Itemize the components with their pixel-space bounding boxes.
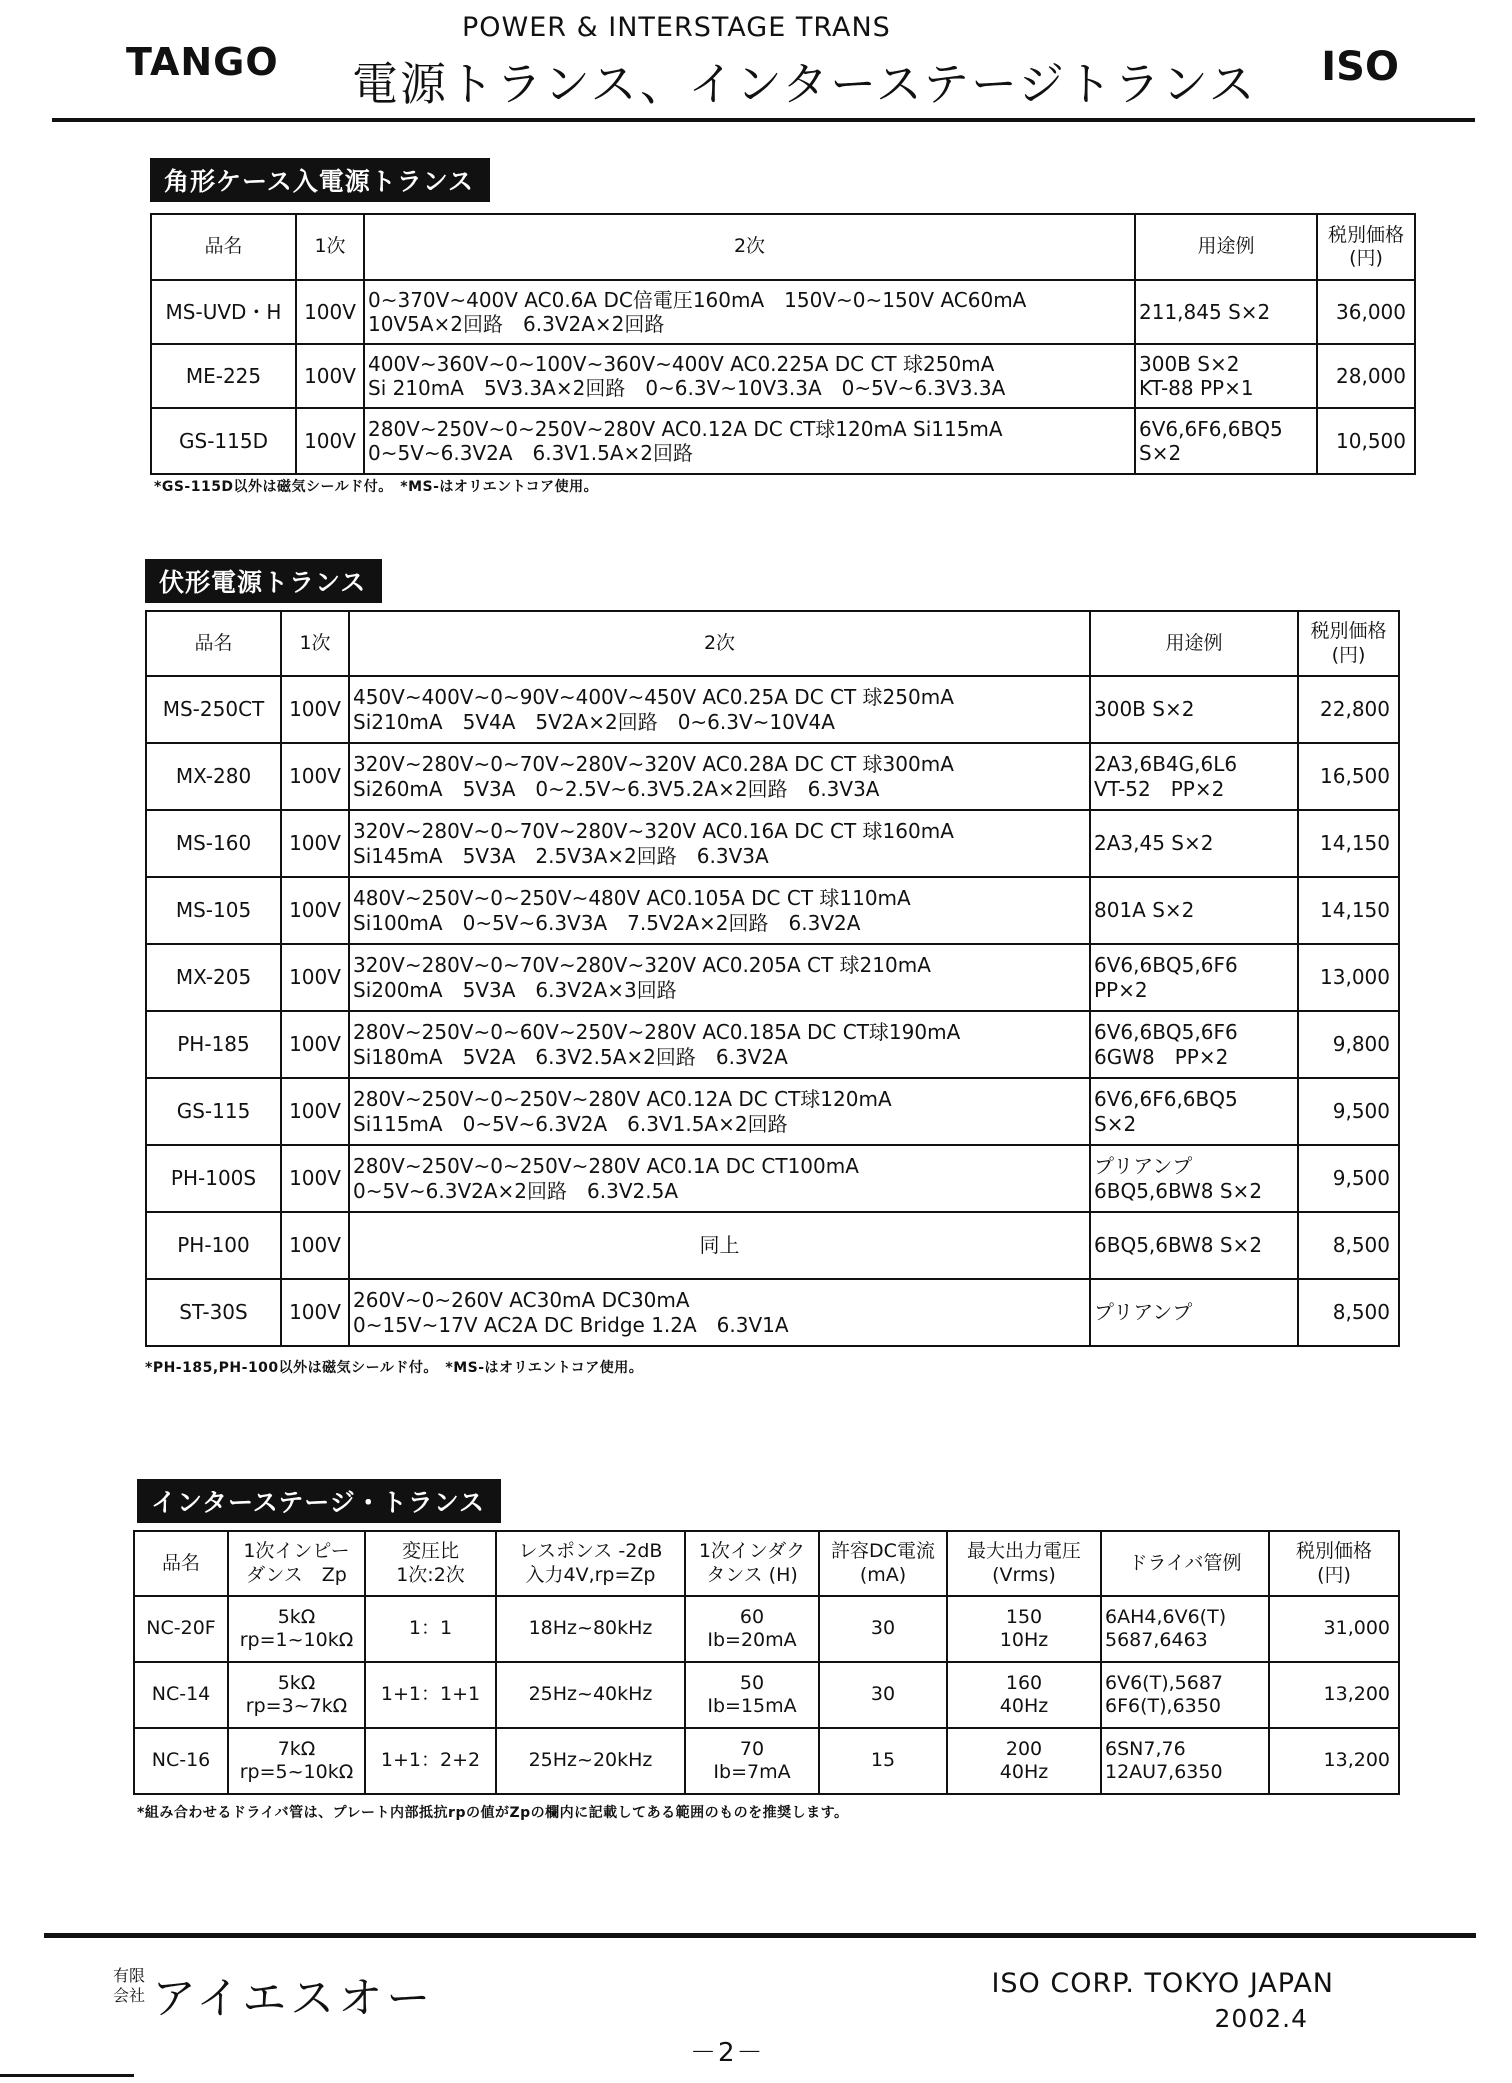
primary-cell: 100V — [296, 344, 364, 408]
model-cell: NC-14 — [134, 1662, 228, 1728]
table-row — [146, 944, 1399, 1011]
price-cell: 13,200 — [1269, 1728, 1399, 1794]
col-header-impedance: 1次インピー ダンス Zp — [228, 1531, 365, 1596]
col-header-model: 品名 — [146, 611, 281, 676]
price-cell: 14,150 — [1298, 877, 1399, 944]
use-cell — [1135, 408, 1317, 474]
secondary-line: 320V~280V~0~70V~280V~320V AC0.28A DC CT 球300mA — [353, 752, 954, 777]
secondary-cell — [349, 1011, 1090, 1078]
secondary-line: Si210mA 5V4A 5V2A×2回路 0~6.3V~10V4A — [353, 709, 835, 734]
issue-date: 2002.4 — [1214, 2004, 1308, 2033]
price-cell: 9,800 — [1298, 1011, 1399, 1078]
model-cell: PH-185 — [146, 1011, 281, 1078]
flat-power-table — [145, 610, 1400, 1347]
max-voltage-freq: 40Hz — [999, 1695, 1049, 1717]
price-cell: 9,500 — [1298, 1145, 1399, 1212]
use-line: S×2 — [1094, 1111, 1137, 1136]
secondary-cell — [349, 877, 1090, 944]
model-cell: MS-UVD・H — [151, 280, 296, 344]
model-cell: MS-160 — [146, 810, 281, 877]
section-note: *組み合わせるドライバ管は、プレート内部抵抗rpの値がZpの欄内に記載してある範囲のものを推奨します。 — [137, 1805, 849, 1821]
secondary-line: 280V~250V~0~250V~280V AC0.12A DC CT球120mA Si115mA — [368, 416, 1003, 441]
driver-cell — [1101, 1728, 1269, 1794]
secondary-line: 0~5V~6.3V2A×2回路 6.3V2.5A — [353, 1178, 678, 1203]
secondary-line: 280V~250V~0~250V~280V AC0.12A DC CT球120mA — [353, 1087, 892, 1112]
inductance-current: Ib=15mA — [707, 1695, 797, 1717]
table-row — [134, 1596, 1399, 1662]
table-row — [146, 1145, 1399, 1212]
model-cell: PH-100S — [146, 1145, 281, 1212]
price-cell: 28,000 — [1317, 344, 1415, 408]
primary-cell: 100V — [281, 1078, 349, 1145]
max-voltage-cell — [947, 1662, 1101, 1728]
use-cell — [1090, 1212, 1298, 1279]
col-header-price: 税別価格 (円) — [1269, 1531, 1399, 1596]
impedance-range: rp=5~10kΩ — [239, 1761, 354, 1783]
col-header-ratio: 変圧比 1次:2次 — [365, 1531, 496, 1596]
secondary-cell — [364, 280, 1135, 344]
col-header-model: 品名 — [151, 214, 296, 280]
company-type-line: 有限 — [112, 1966, 145, 1985]
model-cell: ME-225 — [151, 344, 296, 408]
response-cell: 25Hz~20kHz — [496, 1728, 685, 1794]
col-header-primary: 1次 — [296, 214, 364, 280]
scan-edge-mark — [0, 2074, 134, 2077]
table-row — [146, 877, 1399, 944]
secondary-cell — [349, 743, 1090, 810]
ratio-cell: 1+1：2+2 — [365, 1728, 496, 1794]
secondary-line: 450V~400V~0~90V~400V~450V AC0.25A DC CT 球250mA — [353, 685, 954, 710]
use-line: 6GW8 PP×2 — [1094, 1044, 1229, 1069]
driver-line: 6AH4,6V6(T) — [1105, 1605, 1227, 1628]
impedance-cell — [228, 1596, 365, 1662]
use-cell — [1090, 944, 1298, 1011]
max-voltage-value: 160 — [1005, 1671, 1043, 1694]
col-header-price: 税別価格 (円) — [1298, 611, 1399, 676]
primary-cell: 100V — [281, 810, 349, 877]
table-row — [146, 743, 1399, 810]
price-cell: 31,000 — [1269, 1596, 1399, 1662]
col-header-use: 用途例 — [1135, 214, 1317, 280]
secondary-line: Si200mA 5V3A 6.3V2A×3回路 — [353, 977, 677, 1002]
col-header-max-voltage: 最大出力電圧 (Vrms) — [947, 1531, 1101, 1596]
use-cell — [1135, 344, 1317, 408]
use-cell — [1090, 1011, 1298, 1078]
use-line: プリアンプ — [1094, 1154, 1193, 1179]
secondary-line: Si100mA 0~5V~6.3V3A 7.5V2A×2回路 6.3V2A — [353, 910, 861, 935]
secondary-line: 400V~360V~0~100V~360V~400V AC0.225A DC CT 球250mA — [368, 351, 995, 376]
secondary-cell — [349, 1279, 1090, 1346]
primary-cell: 100V — [281, 743, 349, 810]
dc-current-cell: 30 — [819, 1596, 947, 1662]
col-header-secondary: 2次 — [364, 214, 1135, 280]
secondary-cell — [349, 810, 1090, 877]
impedance-value: 5kΩ — [277, 1605, 316, 1628]
inductance-current: Ib=20mA — [707, 1629, 797, 1651]
use-line: 2A3,6B4G,6L6 — [1094, 752, 1238, 777]
secondary-line: 480V~250V~0~250V~480V AC0.105A DC CT 球110mA — [353, 886, 911, 911]
company-type-label — [112, 1966, 146, 2006]
col-header-secondary: 2次 — [349, 611, 1090, 676]
max-voltage-cell — [947, 1596, 1101, 1662]
col-header-dc-current: 許容DC電流 (mA) — [819, 1531, 947, 1596]
response-cell: 25Hz~40kHz — [496, 1662, 685, 1728]
col-header-price: 税別価格 (円) — [1317, 214, 1415, 280]
max-voltage-value: 150 — [1005, 1605, 1043, 1628]
secondary-line: 320V~280V~0~70V~280V~320V AC0.205A CT 球210mA — [353, 953, 931, 978]
primary-cell: 100V — [281, 944, 349, 1011]
driver-line: 12AU7,6350 — [1105, 1761, 1223, 1783]
secondary-cell — [364, 344, 1135, 408]
secondary-cell — [349, 676, 1090, 743]
price-cell: 8,500 — [1298, 1279, 1399, 1346]
price-cell: 14,150 — [1298, 810, 1399, 877]
use-cell — [1090, 676, 1298, 743]
company-name-english: ISO CORP. TOKYO JAPAN — [991, 1968, 1334, 1999]
price-cell: 8,500 — [1298, 1212, 1399, 1279]
dc-current-cell: 15 — [819, 1728, 947, 1794]
secondary-line: 320V~280V~0~70V~280V~320V AC0.16A DC CT 球160mA — [353, 819, 954, 844]
secondary-cell — [349, 1078, 1090, 1145]
ratio-cell: 1+1：1+1 — [365, 1662, 496, 1728]
interstage-table — [133, 1530, 1400, 1795]
max-voltage-cell — [947, 1728, 1101, 1794]
table-row — [146, 1212, 1399, 1279]
maker-logo: ISO — [1321, 44, 1399, 90]
response-cell: 18Hz~80kHz — [496, 1596, 685, 1662]
secondary-line: 0~15V~17V AC2A DC Bridge 1.2A 6.3V1A — [353, 1312, 789, 1337]
section-title-flat-power: 伏形電源トランス — [145, 559, 382, 603]
use-line: KT-88 PP×1 — [1139, 376, 1254, 400]
primary-cell: 100V — [296, 408, 364, 474]
section-note: *PH-185,PH-100以外は磁気シールド付。 *MS-はオリエントコア使用。 — [145, 1360, 644, 1376]
table-row — [134, 1728, 1399, 1794]
model-cell: NC-20F — [134, 1596, 228, 1662]
impedance-range: rp=1~10kΩ — [239, 1629, 354, 1651]
page-number: －2－ — [690, 2038, 765, 2068]
primary-cell: 100V — [281, 877, 349, 944]
secondary-cell: 同上 — [349, 1212, 1090, 1279]
table-row — [146, 1011, 1399, 1078]
secondary-cell — [349, 944, 1090, 1011]
use-line: 6BQ5,6BW8 S×2 — [1094, 1178, 1263, 1203]
header-divider — [52, 118, 1475, 122]
max-voltage-freq: 10Hz — [999, 1629, 1049, 1651]
driver-line: 5687,6463 — [1105, 1629, 1208, 1651]
use-line: プリアンプ — [1094, 1300, 1193, 1325]
use-line: 300B S×2 — [1094, 697, 1195, 722]
max-voltage-value: 200 — [1005, 1737, 1043, 1760]
use-line: 211,845 S×2 — [1139, 299, 1271, 324]
model-cell: MS-105 — [146, 877, 281, 944]
model-cell: ST-30S — [146, 1279, 281, 1346]
secondary-cell — [364, 408, 1135, 474]
price-cell: 16,500 — [1298, 743, 1399, 810]
use-cell — [1090, 1078, 1298, 1145]
secondary-line: 260V~0~260V AC30mA DC30mA — [353, 1288, 690, 1313]
inductance-cell — [685, 1662, 819, 1728]
col-header-use: 用途例 — [1090, 611, 1298, 676]
page-title-japanese: 電源トランス、インターステージトランス — [352, 57, 1257, 111]
max-voltage-freq: 40Hz — [999, 1761, 1049, 1783]
col-header-response: レスポンス -2dB 入力4V,rp=Zp — [496, 1531, 685, 1596]
use-cell — [1090, 877, 1298, 944]
price-cell: 10,500 — [1317, 408, 1415, 474]
brand-logo: TANGO — [126, 40, 279, 84]
inductance-cell — [685, 1728, 819, 1794]
use-cell — [1135, 280, 1317, 344]
model-cell: NC-16 — [134, 1728, 228, 1794]
table-row — [151, 280, 1415, 344]
use-line: 300B S×2 — [1139, 351, 1240, 376]
table-row — [146, 1078, 1399, 1145]
col-header-inductance: 1次インダク タンス (H) — [685, 1531, 819, 1596]
primary-cell: 100V — [296, 280, 364, 344]
company-name: アイエスオー — [152, 1973, 435, 2024]
model-cell: MX-280 — [146, 743, 281, 810]
secondary-line: Si115mA 0~5V~6.3V2A 6.3V1.5A×2回路 — [353, 1111, 788, 1136]
price-cell: 9,500 — [1298, 1078, 1399, 1145]
col-header-primary: 1次 — [281, 611, 349, 676]
inductance-current: Ib=7mA — [713, 1761, 791, 1783]
col-header-model: 品名 — [134, 1531, 228, 1596]
secondary-line: Si180mA 5V2A 6.3V2.5A×2回路 6.3V2A — [353, 1044, 788, 1069]
use-line: 2A3,45 S×2 — [1094, 831, 1214, 856]
use-cell — [1090, 810, 1298, 877]
table-row — [134, 1662, 1399, 1728]
secondary-line: Si145mA 5V3A 2.5V3A×2回路 6.3V3A — [353, 843, 769, 868]
table-row — [146, 1279, 1399, 1346]
dc-current-cell: 30 — [819, 1662, 947, 1728]
impedance-range: rp=3~7kΩ — [245, 1695, 348, 1717]
table-row — [151, 408, 1415, 474]
secondary-line: 280V~250V~0~250V~280V AC0.1A DC CT100mA — [353, 1154, 859, 1179]
use-line: 6BQ5,6BW8 S×2 — [1094, 1233, 1263, 1258]
impedance-cell — [228, 1728, 365, 1794]
use-line: S×2 — [1139, 441, 1182, 465]
col-header-driver: ドライバ管例 — [1101, 1531, 1269, 1596]
secondary-line: 10V5A×2回路 6.3V2A×2回路 — [368, 312, 665, 336]
inductance-value: 60 — [739, 1605, 765, 1628]
table-row — [146, 676, 1399, 743]
inductance-cell — [685, 1596, 819, 1662]
driver-cell — [1101, 1596, 1269, 1662]
use-line: 6V6,6BQ5,6F6 — [1094, 1020, 1238, 1045]
use-line: 6V6,6F6,6BQ5 — [1139, 416, 1283, 441]
model-cell: MS-250CT — [146, 676, 281, 743]
inductance-value: 50 — [739, 1671, 765, 1694]
model-cell: GS-115 — [146, 1078, 281, 1145]
price-cell: 36,000 — [1317, 280, 1415, 344]
section-title-interstage: インターステージ・トランス — [137, 1479, 501, 1523]
driver-line: 6F6(T),6350 — [1105, 1695, 1221, 1717]
table-row — [146, 810, 1399, 877]
price-cell: 13,000 — [1298, 944, 1399, 1011]
secondary-line: Si260mA 5V3A 0~2.5V~6.3V5.2A×2回路 6.3V3A — [353, 776, 880, 801]
impedance-value: 7kΩ — [277, 1737, 316, 1760]
page-title-english: POWER & INTERSTAGE TRANS — [462, 12, 891, 43]
section-note: *GS-115D以外は磁気シールド付。 *MS-はオリエントコア使用。 — [154, 479, 599, 495]
secondary-line: 0~370V~400V AC0.6A DC倍電圧160mA 150V~0~150V AC60mA — [368, 287, 1027, 312]
driver-cell — [1101, 1662, 1269, 1728]
use-cell — [1090, 1145, 1298, 1212]
model-cell: GS-115D — [151, 408, 296, 474]
square-case-power-table — [150, 213, 1416, 475]
primary-cell: 100V — [281, 1011, 349, 1078]
model-cell: PH-100 — [146, 1212, 281, 1279]
company-type-line: 会社 — [112, 1986, 145, 2005]
secondary-cell — [349, 1145, 1090, 1212]
section-title-square-case-power: 角形ケース入電源トランス — [150, 158, 490, 202]
secondary-line: Si 210mA 5V3.3A×2回路 0~6.3V~10V3.3A 0~5V~6.3V3.3A — [368, 376, 1006, 400]
use-cell — [1090, 743, 1298, 810]
use-line: VT-52 PP×2 — [1094, 776, 1225, 801]
primary-cell: 100V — [281, 1279, 349, 1346]
model-cell: MX-205 — [146, 944, 281, 1011]
impedance-cell — [228, 1662, 365, 1728]
inductance-value: 70 — [739, 1737, 765, 1760]
table-row — [151, 344, 1415, 408]
secondary-line: 280V~250V~0~60V~250V~280V AC0.185A DC CT球190mA — [353, 1020, 961, 1045]
use-line: PP×2 — [1094, 977, 1148, 1002]
primary-cell: 100V — [281, 1212, 349, 1279]
use-line: 6V6,6F6,6BQ5 — [1094, 1087, 1238, 1112]
primary-cell: 100V — [281, 1145, 349, 1212]
use-cell — [1090, 1279, 1298, 1346]
impedance-value: 5kΩ — [277, 1671, 316, 1694]
driver-line: 6SN7,76 — [1105, 1737, 1186, 1760]
primary-cell: 100V — [281, 676, 349, 743]
price-cell: 22,800 — [1298, 676, 1399, 743]
secondary-line: 0~5V~6.3V2A 6.3V1.5A×2回路 — [368, 441, 693, 465]
price-cell: 13,200 — [1269, 1662, 1399, 1728]
footer-divider — [44, 1933, 1476, 1938]
ratio-cell: 1：1 — [365, 1596, 496, 1662]
use-line: 6V6,6BQ5,6F6 — [1094, 953, 1238, 978]
use-line: 801A S×2 — [1094, 898, 1195, 923]
driver-line: 6V6(T),5687 — [1105, 1671, 1223, 1694]
